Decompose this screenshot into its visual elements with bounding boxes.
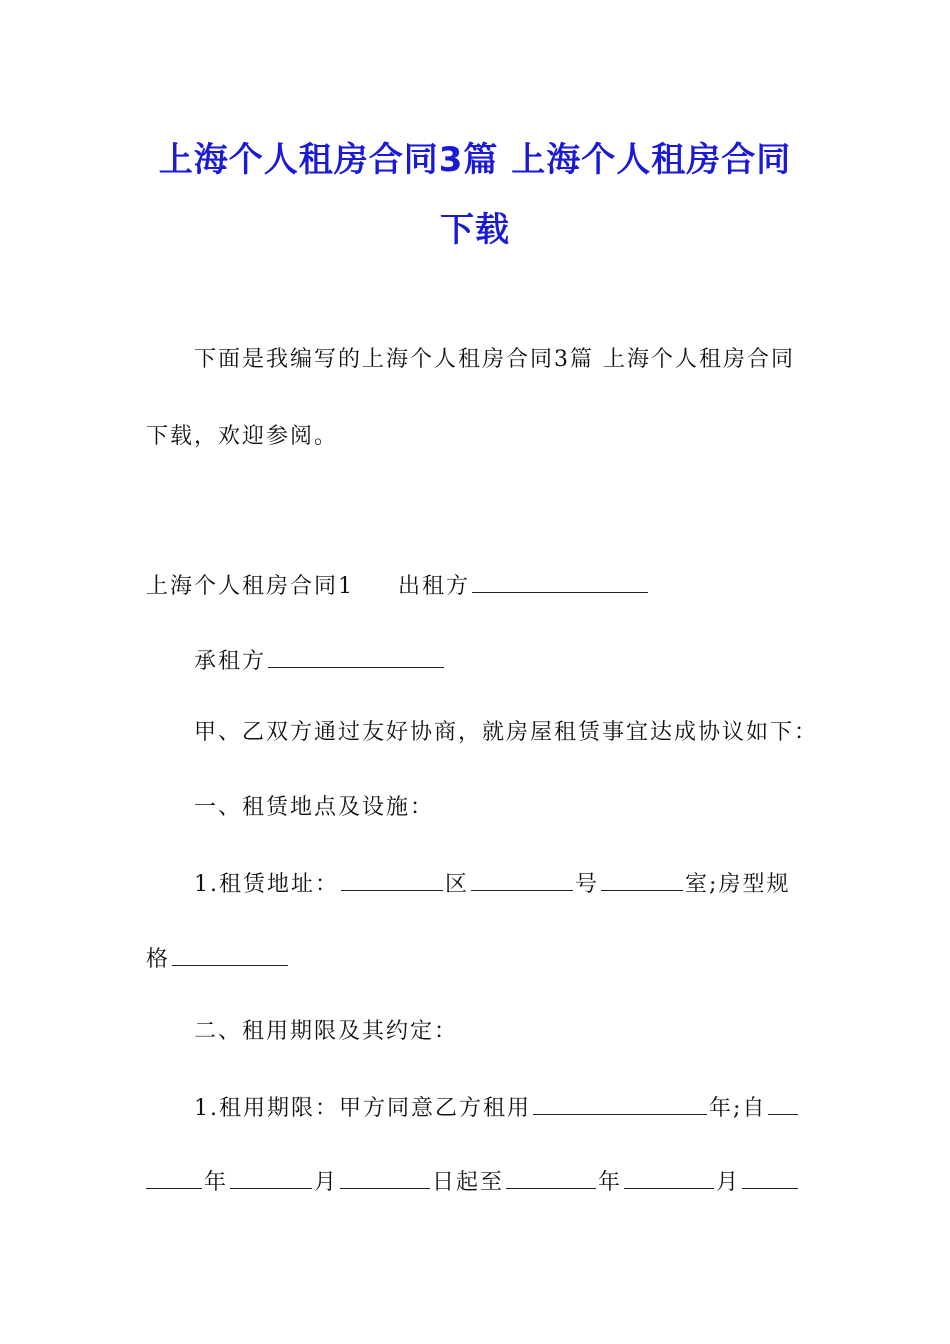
spec-label: 格	[146, 947, 171, 972]
lessor-blank	[472, 570, 648, 593]
term-years-blank	[533, 1092, 707, 1115]
end-year-blank	[506, 1166, 596, 1189]
term-prefix: 1.租用期限：甲方同意乙方租用	[194, 1096, 531, 1121]
start-month-blank	[230, 1166, 312, 1189]
section-2-heading: 二、租用期限及其约定：	[194, 1019, 459, 1044]
document-title-line-2: 下载	[440, 210, 510, 250]
room-label: 室;房型规	[685, 872, 791, 897]
contract-heading-row	[146, 570, 650, 602]
contract-heading: 上海个人租房合同1	[146, 574, 354, 599]
intro-paragraph-line-2: 下载，欢迎参阅。	[146, 424, 339, 449]
start-year-blank-a	[768, 1092, 798, 1115]
date-range-row	[146, 1166, 800, 1198]
address-row	[194, 868, 790, 900]
month-label: 月	[314, 1170, 339, 1195]
year-label-2: 年	[598, 1170, 623, 1195]
spec-row	[146, 943, 290, 975]
year-label: 年	[204, 1170, 229, 1195]
district-label: 区	[445, 872, 470, 897]
month-label-2: 月	[716, 1170, 741, 1195]
day-from-to-label: 日起至	[432, 1170, 505, 1195]
address-blank-1	[341, 868, 443, 891]
spec-blank	[172, 943, 288, 966]
lessee-blank	[268, 645, 444, 668]
address-blank-3	[601, 868, 683, 891]
agreement-paragraph: 甲、乙双方通过友好协商，就房屋租赁事宜达成协议如下：	[194, 720, 819, 745]
number-label: 号	[575, 872, 600, 897]
lessee-row	[194, 645, 446, 677]
intro-paragraph-line-1: 下面是我编写的上海个人租房合同3篇 上海个人租房合同	[194, 347, 795, 372]
section-1-heading: 一、租赁地点及设施：	[194, 795, 435, 820]
year-from-label: 年;自	[709, 1096, 767, 1121]
start-year-blank-b	[146, 1166, 202, 1189]
lessor-label: 出租方	[398, 574, 471, 599]
end-month-blank	[624, 1166, 714, 1189]
document-title-line-1: 上海个人租房合同3篇 上海个人租房合同	[158, 140, 792, 180]
start-day-blank	[340, 1166, 430, 1189]
lessee-label: 承租方	[194, 649, 267, 674]
address-prefix: 1.租赁地址：	[194, 872, 339, 897]
address-blank-2	[471, 868, 573, 891]
term-row	[194, 1092, 800, 1124]
end-day-blank	[742, 1166, 798, 1189]
